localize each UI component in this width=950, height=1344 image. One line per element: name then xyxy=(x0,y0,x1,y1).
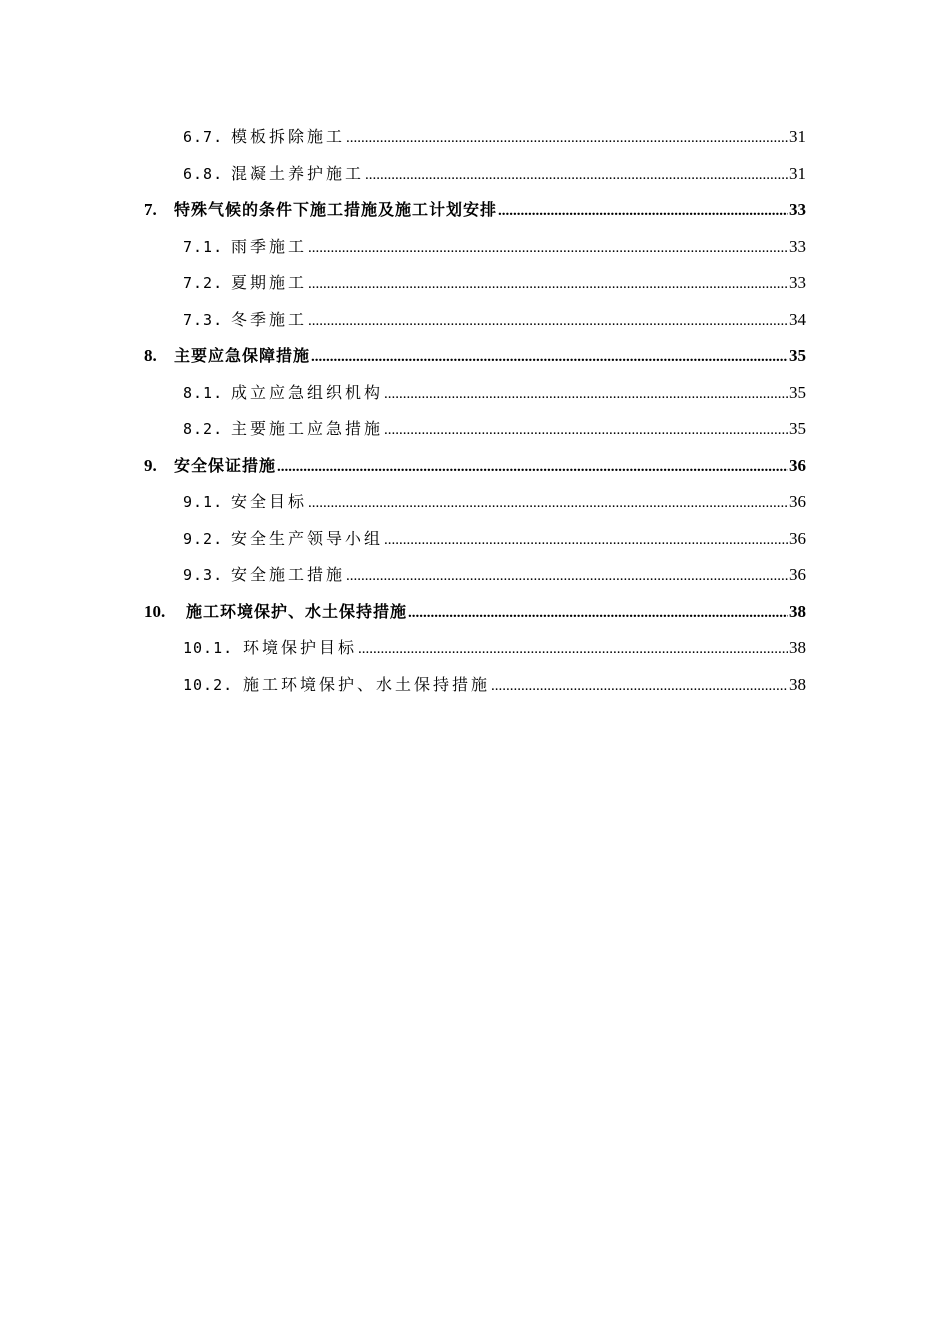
toc-entry-9[interactable] xyxy=(144,453,806,481)
toc-entry-title: 安全施工措施 xyxy=(231,565,346,584)
dot-leader xyxy=(491,678,788,695)
toc-entry-title: 安全保证措施 xyxy=(174,456,277,475)
toc-entry-page: 35 xyxy=(789,383,806,402)
toc-entry-7-2[interactable] xyxy=(183,270,806,298)
toc-entry-title: 成立应急组织机构 xyxy=(231,383,384,402)
toc-entry-8-2[interactable] xyxy=(183,416,806,444)
toc-entry-title: 施工环境保护、水土保持措施 xyxy=(243,675,491,694)
toc-entry-6-8[interactable] xyxy=(183,161,806,189)
toc-entry-7-1[interactable] xyxy=(183,234,806,262)
toc-entry-page: 38 xyxy=(789,638,806,657)
toc-entry-title: 冬季施工 xyxy=(231,310,308,329)
toc-entry-title: 混凝土养护施工 xyxy=(231,164,365,183)
toc-entry-10-1[interactable] xyxy=(183,635,806,663)
dot-leader xyxy=(308,276,788,293)
toc-entry-number: 6.7. xyxy=(183,128,224,146)
toc-entry-page: 36 xyxy=(789,529,806,548)
dot-leader xyxy=(308,495,788,512)
toc-entry-number: 9. xyxy=(144,456,157,475)
toc-entry-page: 38 xyxy=(789,675,806,694)
toc-entry-number: 10.1. xyxy=(183,639,234,657)
toc-entry-number: 7.1. xyxy=(183,238,224,256)
toc-entry-title: 施工环境保护、水土保持措施 xyxy=(186,602,408,621)
dot-leader xyxy=(308,313,788,330)
dot-leader xyxy=(311,349,788,366)
dot-leader xyxy=(308,240,788,257)
toc-entry-number: 9.3. xyxy=(183,566,224,584)
toc-entry-number: 9.2. xyxy=(183,530,224,548)
toc-entry-7-3[interactable] xyxy=(183,307,806,335)
toc-entry-number: 8.1. xyxy=(183,384,224,402)
toc-entry-number: 7.2. xyxy=(183,274,224,292)
toc-entry-number: 10.2. xyxy=(183,676,234,694)
toc-entry-number: 8. xyxy=(144,346,157,365)
toc-entry-10[interactable] xyxy=(144,599,806,627)
toc-entry-8[interactable] xyxy=(144,343,806,371)
dot-leader xyxy=(384,532,788,549)
toc-entry-page: 33 xyxy=(789,200,806,219)
toc-entry-page: 34 xyxy=(789,310,806,329)
toc-entry-page: 31 xyxy=(789,127,806,146)
toc-entry-number: 7.3. xyxy=(183,311,224,329)
toc-entry-9-1[interactable] xyxy=(183,489,806,517)
dot-leader xyxy=(346,130,788,147)
toc-entry-title: 夏期施工 xyxy=(231,273,308,292)
dot-leader xyxy=(384,386,788,403)
toc-entry-title: 主要施工应急措施 xyxy=(231,419,384,438)
toc-entry-page: 36 xyxy=(789,492,806,511)
toc-entry-number: 6.8. xyxy=(183,165,224,183)
toc-entry-number: 9.1. xyxy=(183,493,224,511)
toc-entry-title: 安全生产领导小组 xyxy=(231,529,384,548)
toc-entry-9-2[interactable] xyxy=(183,526,806,554)
toc-entry-title: 主要应急保障措施 xyxy=(174,346,311,365)
toc-entry-page: 33 xyxy=(789,273,806,292)
toc-entry-number: 8.2. xyxy=(183,420,224,438)
toc-entry-9-3[interactable] xyxy=(183,562,806,590)
dot-leader xyxy=(384,422,788,439)
dot-leader xyxy=(498,203,788,220)
dot-leader xyxy=(365,167,788,184)
toc-entry-page: 35 xyxy=(789,419,806,438)
toc-entry-number: 10. xyxy=(144,602,166,621)
toc-entry-title: 环境保护目标 xyxy=(243,638,358,657)
dot-leader xyxy=(277,459,788,476)
toc-entry-page: 33 xyxy=(789,237,806,256)
toc-entry-title: 模板拆除施工 xyxy=(231,127,346,146)
dot-leader xyxy=(346,568,788,585)
dot-leader xyxy=(408,605,788,622)
toc-entry-title: 特殊气候的条件下施工措施及施工计划安排 xyxy=(174,200,498,219)
toc-entry-number: 7. xyxy=(144,200,157,219)
toc-entry-page: 35 xyxy=(789,346,806,365)
toc-entry-page: 38 xyxy=(789,602,806,621)
toc-entry-page: 36 xyxy=(789,456,806,475)
toc-entry-6-7[interactable] xyxy=(183,124,806,152)
toc-entry-page: 31 xyxy=(789,164,806,183)
dot-leader xyxy=(358,641,788,658)
toc-entry-title: 雨季施工 xyxy=(231,237,308,256)
toc-entry-title: 安全目标 xyxy=(231,492,308,511)
toc-entry-7[interactable] xyxy=(144,197,806,225)
toc-entry-8-1[interactable] xyxy=(183,380,806,408)
toc-entry-10-2[interactable] xyxy=(183,672,806,700)
toc-entry-page: 36 xyxy=(789,565,806,584)
